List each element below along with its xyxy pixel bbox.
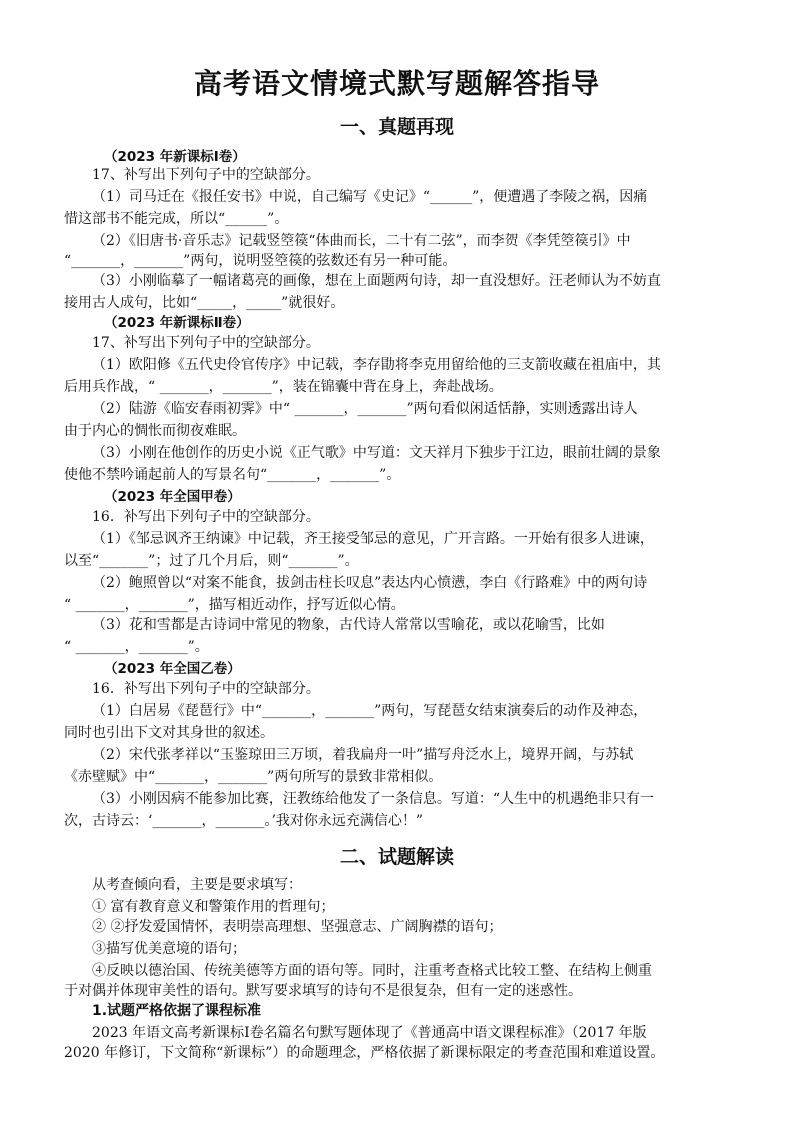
question-line: （2）鲍照曾以“对案不能食，拔剑击柱长叹息”表达内心愤懑，李白《行路难》中的两句诗 — [92, 575, 648, 591]
paragraph-line: 2023 年语文高考新课标Ⅰ卷名篇名句默写题体现了《普通高中语文课程标准》（2017 年版 — [92, 1025, 647, 1041]
question-line: 以至“_______”；过了几个月后，则“_______”。 — [64, 553, 359, 569]
question-line: 使他不禁吟诵起前人的写景名句“_______，_______”。 — [64, 467, 401, 483]
question-line: （1）司马迁在《报任安书》中说，自己编写《史记》“______”，便遭遇了李陵之祸，因痛 — [92, 189, 648, 205]
exam-prompt: 17、补写出下列句子中的空缺部分。 — [92, 167, 320, 183]
exam-label: （2023 年全国乙卷） — [104, 661, 241, 677]
analysis-line: ② ②抒发爱国情怀，表明崇高理想、坚强意志、广阔胸襟的语句； — [92, 919, 503, 935]
question-line: （3）小刚因病不能参加比赛，汪教练给他发了一条信息。写道：“人生中的机遇绝非只有一 — [92, 791, 655, 807]
question-line: 接用古人成句，比如“_____，_____”就很好。 — [64, 295, 345, 311]
section-heading-2: 二、试题解读 — [339, 846, 454, 868]
question-line: “ _______，_______”。 — [64, 639, 209, 655]
question-line: （1）欧阳修《五代史伶官传序》中记载，李存勖将李克用留给他的三支箭收藏在祖庙中，其 — [92, 357, 661, 373]
question-line: 惜这部书不能完成，所以“______”。 — [64, 211, 289, 227]
exam-label: （2023 年全国甲卷） — [104, 489, 241, 505]
document-title: 高考语文情境式默写题解答指导 — [193, 67, 600, 100]
question-line: “_______，_______”两句，说明竖箜篌的弦数还有另一种可能。 — [64, 253, 457, 269]
analysis-line: 于对偶并体现审美性的语句。默写要求填写的诗句不是很复杂，但有一定的迷惑性。 — [64, 983, 582, 999]
exam-prompt: 16．补写出下列句子中的空缺部分。 — [92, 509, 320, 525]
analysis-line: ① 富有教育意义和警策作用的哲理句； — [92, 899, 335, 915]
analysis-line: ④反映以德治国、传统美德等方面的语句等。同时，注重考查格式比较工整、在结构上侧重 — [92, 963, 652, 979]
exam-prompt: 16．补写出下列句子中的空缺部分。 — [92, 681, 320, 697]
question-line: （3）小刚临摹了一幅诸葛亮的画像，想在上面题两句诗，却一直没想好。汪老师认为不妨直 — [92, 273, 661, 289]
question-line: 同时也引出下文对其身世的叙述。 — [64, 725, 274, 741]
question-line: 次，古诗云：‘_______，_______。’我对你永远充满信心！” — [64, 813, 424, 829]
question-line: （3）花和雪都是古诗词中常见的物象，古代诗人常常以雪喻花，或以花喻雪，比如 — [92, 617, 605, 633]
analysis-line: ③描写优美意境的语句； — [92, 941, 246, 957]
section-heading-1: 一、真题再现 — [339, 116, 454, 138]
exam-label: （2023 年新课标Ⅱ卷） — [104, 315, 250, 331]
analysis-line: 从考查倾向看，主要是要求填写： — [92, 877, 302, 893]
question-line: 由于内心的惆怅而彻夜难眠。 — [64, 423, 246, 439]
question-line: （1）《邹忌讽齐王纳谏》中记载，齐王接受邹忌的意见，广开言路。一开始有很多人进谏， — [92, 531, 654, 547]
paragraph-line: 2020 年修订，下文简称“新课标”）的命题理念，严格依据了新课标限定的考查范围和难道设置。 — [64, 1045, 665, 1061]
question-line: “ _______，_______”，描写相近动作，抒写近似心情。 — [64, 597, 405, 613]
question-line: 《赤壁赋》中“_______，_______”两句所写的景致非常相似。 — [64, 769, 443, 785]
question-line: 后用兵作战，“ _______，_______”，装在锦囊中背在身上，奔赴战场。 — [64, 379, 503, 395]
question-line: （3）小刚在他创作的历史小说《正气歌》中写道：文天祥月下独步于江边，眼前壮阔的景象 — [92, 445, 661, 461]
question-line: （2）《旧唐书·音乐志》记载竖箜篌“体曲而长，二十有二弦”，而李贺《李凭箜篌引》中 — [92, 233, 631, 249]
question-line: （2）宋代张孝祥以“玉鉴琼田三万顷，着我扁舟一叶”描写舟泛水上，境界开阔，与苏轼 — [92, 747, 634, 763]
exam-prompt: 17、补写出下列句子中的空缺部分。 — [92, 335, 320, 351]
sub-heading: 1.试题严格依据了课程标准 — [92, 1003, 262, 1019]
exam-label: （2023 年新课标Ⅰ卷） — [104, 149, 246, 165]
question-line: （2）陆游《临安春雨初霁》中“ _______，_______”两句看似闲适恬静，实则透露出诗人 — [92, 401, 638, 417]
question-line: （1）白居易《琵琶行》中“_______，_______”两句，写琵琶女结束演奏后的动作及神态， — [92, 703, 648, 719]
